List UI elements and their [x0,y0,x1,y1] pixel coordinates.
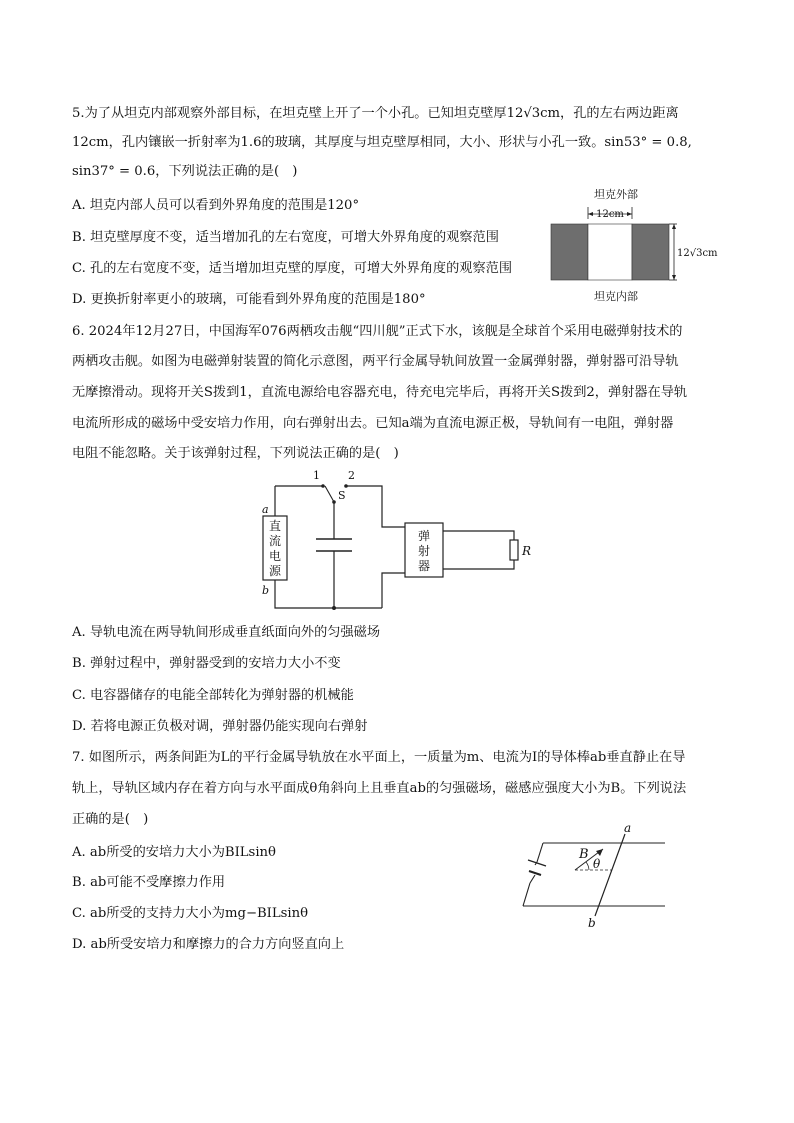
q7-rod-ab [595,834,625,916]
q5-label-width: 12cm [596,209,624,220]
q7-option-d: D. ab所受安培力和摩擦力的合力方向竖直向上 [72,937,345,952]
q6-option-a: A. 导轨电流在两导轨间形成垂直纸面向外的匀强磁场 [72,625,381,640]
q7-battery-plate-short [529,871,541,875]
q5-option-b: B. 坦克壁厚度不变，适当增加孔的左右宽度，可增大外界角度的观察范围 [72,230,499,245]
q6-line-5: 电阻不能忽略。关于该弹射过程，下列说法正确的是( ) [72,446,399,461]
q6-label-s: S [338,489,346,502]
q7-option-c: C. ab所受的支持力大小为mg−BILsinθ [72,906,309,921]
q6-switch [325,486,334,502]
q6-label-a: a [262,503,269,516]
q6-label-pos2: 2 [348,469,355,482]
q6-option-c: C. 电容器储存的电能全部转化为弹射器的机械能 [72,688,354,703]
q7-label-theta: θ [593,857,601,871]
q5-left-wall [551,224,588,280]
svg-text:射: 射 [417,544,431,558]
q7-label-a: a [624,821,632,835]
q6-line-2: 两栖攻击舰。如图为电磁弹射装置的简化示意图，两平行金属导轨间放置一金属弹射器，弹射器可沿导轨 [72,354,679,369]
q5-option-a: A. 坦克内部人员可以看到外界角度的范围是120° [72,198,360,213]
q5-label-thickness: 12√3cm [677,248,718,259]
q6-option-b: B. 弹射过程中，弹射器受到的安培力大小不变 [72,656,341,671]
q5-tank-wall-figure [545,183,725,305]
q7-label-b-field: B [579,847,589,862]
q7-line-3: 正确的是( ) [72,812,149,827]
svg-text:电: 电 [268,549,282,563]
q6-line-4: 电流所形成的磁场中受安培力作用，向右弹射出去。已知a端为直流电源正极，导轨间有一电阻，弹射器 [72,416,674,431]
q7-line-1: 7. 如图所示，两条间距为L的平行金属导轨放在水平面上，一质量为m、电流为I的导体棒ab垂直静止在导 [72,750,686,765]
q5-option-d: D. 更换折射率更小的玻璃，可能看到外界角度的范围是180° [72,292,426,307]
q7-option-b: B. ab可能不受摩擦力作用 [72,875,226,890]
q5-label-inside: 坦克内部 [594,290,638,303]
q5-line-3: sin37° = 0.6，下列说法正确的是( ) [72,164,298,179]
q5-right-wall [632,224,669,280]
q7-option-a: A. ab所受的安培力大小为BILsinθ [72,845,276,860]
q6-circuit-figure [250,466,540,614]
q6-line-1: 6. 2024年12月27日，中国海军076两栖攻击舰“四川舰”正式下水，该舰是全球首个采用电磁弹射技术的 [72,324,683,339]
svg-text:器: 器 [417,559,431,573]
q6-line-3: 无摩擦滑动。现将开关S拨到1，直流电源给电容器充电，待充电完毕后，再将开关S拨到2，弹射器在导轨 [72,385,688,400]
q6-resistor [510,540,518,560]
q5-option-c: C. 孔的左右宽度不变，适当增加坦克壁的厚度，可增大外界角度的观察范围 [72,261,513,276]
q5-hole-glass [588,224,632,280]
q7-line-2: 轨上，导轨区域内存在着方向与水平面成θ角斜向上且垂直ab的匀强磁场，磁感应强度大小为B。下列说法 [72,781,687,796]
q5-label-outside: 坦克外部 [594,188,638,201]
q6-label-pos1: 1 [313,469,320,482]
q5-line-2: 12cm，孔内镶嵌一折射率为1.6的玻璃，其厚度与坦克壁厚相同，大小、形状与小孔一致。sin53° = 0.8, [72,135,692,150]
q7-rail-figure [515,820,675,930]
svg-text:流: 流 [268,534,282,548]
q6-option-d: D. 若将电源正负极对调，弹射器仍能实现向右弹射 [72,719,368,734]
svg-text:直: 直 [268,519,282,533]
q6-label-b: b [262,584,270,597]
svg-text:弹: 弹 [417,529,431,543]
svg-text:源: 源 [268,564,282,578]
q7-label-b: b [588,916,596,930]
q6-label-r: R [522,544,532,558]
q5-line-1: 5.为了从坦克内部观察外部目标，在坦克壁上开了一个小孔。已知坦克壁厚12√3cm，孔的左右两边距离 [72,106,679,121]
